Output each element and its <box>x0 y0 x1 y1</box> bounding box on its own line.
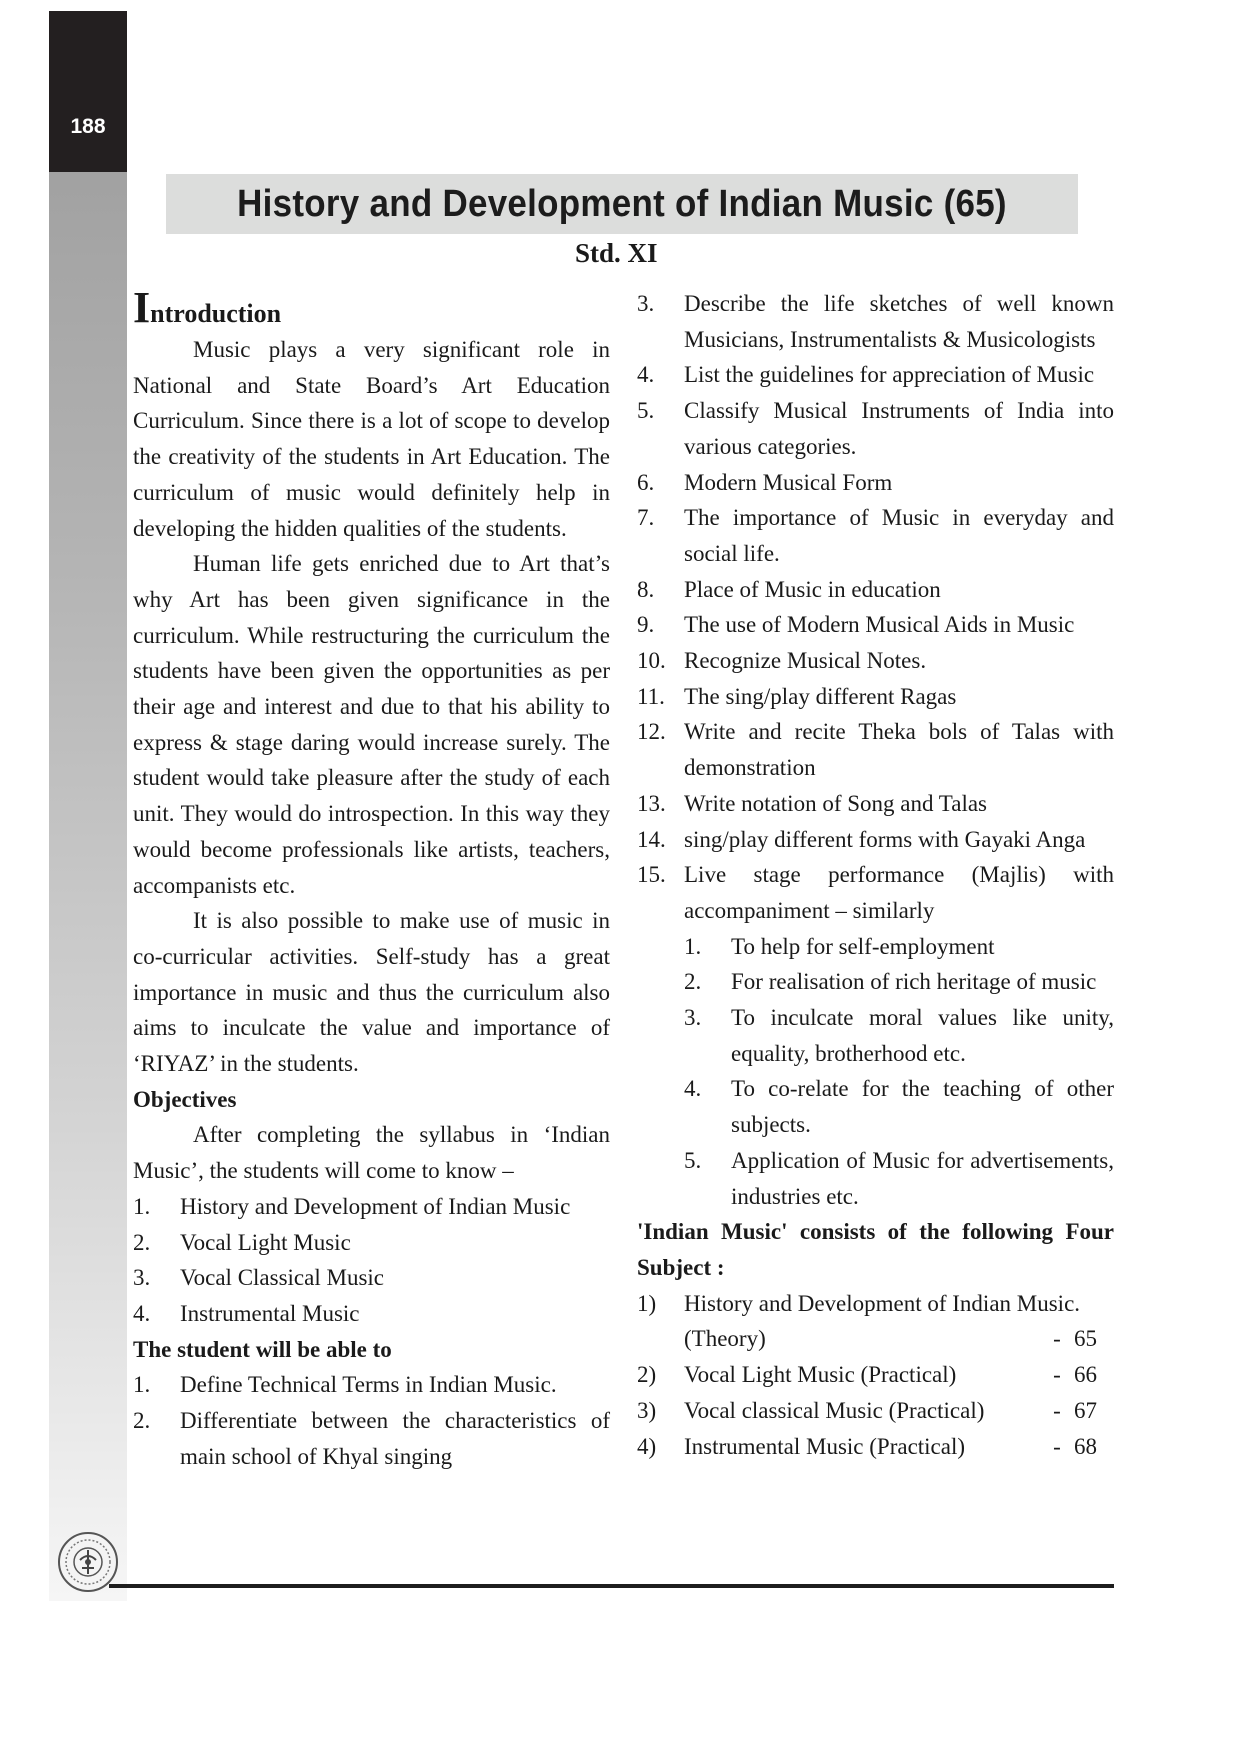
list-item: 1. Define Technical Terms in Indian Music. <box>133 1372 557 1398</box>
sub-list-item: 1. To help for self-employment <box>684 933 995 959</box>
introduction-heading <box>133 283 610 332</box>
list-item: 2. Differentiate between the characteristics of main school of Khyal singing <box>133 1408 610 1469</box>
list-item: 3. Describe the life sketches of well known Musicians, Instrumentalists & Musicologists <box>637 291 1114 352</box>
board-emblem-icon <box>56 1530 120 1594</box>
page-title: History and Development of Indian Music (65) <box>237 183 1007 225</box>
list-item: 8. Place of Music in education <box>637 576 941 602</box>
subject-row: 2) Vocal Light Music (Practical) - 66 <box>637 1362 1097 1388</box>
objectives-intro: After completing the syllabus in ‘Indian Music’, the students will come to know – <box>133 1122 610 1184</box>
title-band <box>166 174 1078 234</box>
sub-list-item: 5. Application of Music for advertisements, industries etc. <box>684 1147 1114 1209</box>
intro-paragraph: Human life gets enriched due to Art that’s why Art has been given significance in the curriculum. While restructuring the curriculum the students have been given the opportunities as per their age and interest and due to that his ability to express & stage daring would increase surely. The student would take pleasure after the study of each unit. They would do introspection. In this way they would become professionals like artists, teachers, accompanists etc. <box>133 551 610 898</box>
sub-list-item: 2. For realisation of rich heritage of music <box>684 969 1097 995</box>
intro-paragraph: It is also possible to make use of music in co-curricular activities. Self-study has a great importance in music and thus the curriculum also aims to inculcate the value and importance of ‘RIYAZ’ in the students. <box>133 908 610 1077</box>
list-item: 5. Classify Musical Instruments of India into various categories. <box>637 398 1114 459</box>
subject-row: 1) History and Development of Indian Music. <box>637 1290 1081 1316</box>
page-number-box <box>49 11 127 172</box>
subject-row: (Theory) - 65 <box>684 1326 1097 1352</box>
list-item: 9. The use of Modern Musical Aids in Music <box>637 612 1075 638</box>
list-item: 15. Live stage performance (Majlis) with accompaniment – similarly <box>637 862 1114 923</box>
list-item: 11. The sing/play different Ragas <box>637 683 957 709</box>
dropcap: I <box>133 283 151 332</box>
list-item: 3. Vocal Classical Music <box>133 1265 384 1291</box>
sub-list-item: 4. To co-relate for the teaching of other subjects. <box>684 1076 1114 1138</box>
list-item: 4. List the guidelines for appreciation of Music <box>637 362 1095 388</box>
list-item: 2. Vocal Light Music <box>133 1229 351 1255</box>
bottom-rule <box>109 1584 1114 1588</box>
list-item: 7. The importance of Music in everyday and social life. <box>637 505 1114 566</box>
list-item: 6. Modern Musical Form <box>637 469 893 495</box>
left-column <box>133 283 610 1475</box>
list-item: 10. Recognize Musical Notes. <box>637 648 927 674</box>
introduction-heading-rest: ntroduction <box>150 299 282 328</box>
list-item: 12. Write and recite Theka bols of Talas with demonstration <box>637 719 1114 781</box>
list-item: 1. History and Development of Indian Music <box>133 1193 571 1219</box>
objectives-heading: Objectives <box>133 1086 237 1112</box>
list-item: 14. sing/play different forms with Gayaki Anga <box>637 826 1086 852</box>
intro-paragraph: Music plays a very significant role in National and State Board’s Art Education Curriculum. Since there is a lot of scope to develop the creativity of the students in Art Education. The curriculum of music would definitely help in developing the hidden qualities of the students. <box>133 337 610 541</box>
standard-label: Std. XI <box>575 238 658 268</box>
right-column <box>637 286 1114 1464</box>
sub-list-item: 3. To inculcate moral values like unity, equality, brotherhood etc. <box>684 1005 1114 1066</box>
subjects-heading: 'Indian Music' consists of the following Four Subject : <box>637 1219 1114 1280</box>
subject-row: 4) Instrumental Music (Practical) - 68 <box>637 1433 1097 1459</box>
list-item: 4. Instrumental Music <box>133 1300 360 1326</box>
able-to-heading: The student will be able to <box>133 1336 392 1362</box>
subject-row: 3) Vocal classical Music (Practical) - 67 <box>637 1397 1097 1423</box>
list-item: 13. Write notation of Song and Talas <box>637 790 988 816</box>
page-number: 188 <box>70 115 106 138</box>
side-bar <box>49 11 127 1601</box>
